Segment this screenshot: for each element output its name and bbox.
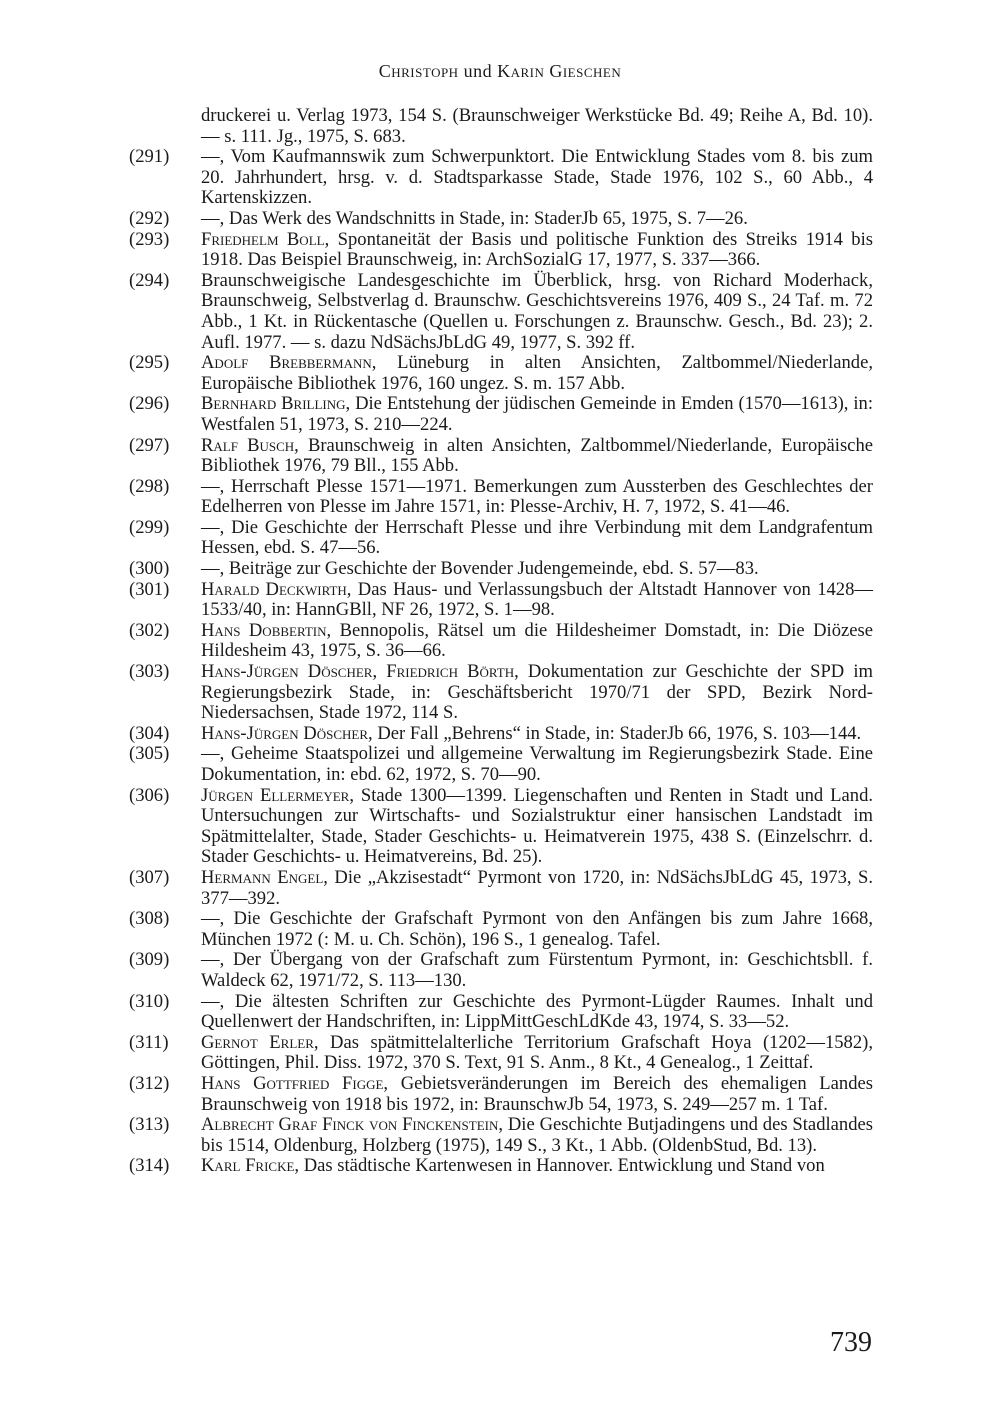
entry-text: —, Beiträge zur Geschichte der Bovender Judengemeinde, ebd. S. 57—83.	[201, 558, 759, 580]
bibliography-entry	[129, 147, 873, 209]
bibliography-entry	[129, 724, 873, 745]
entry-number: (299)	[129, 516, 170, 538]
entry-text: , Gebietsveränderungen im Bereich des ehemaligen Landes Braunschweig von 1918 bis 1972, in: BraunschwJb 54, 1973, S. 249—257 m. 1 Taf.	[201, 1072, 873, 1115]
entry-number: (312)	[129, 1072, 170, 1094]
bibliography-entry	[129, 353, 873, 394]
entry-text: , Spontaneität der Basis und politische Funktion des Streiks 1914 bis 1918. Das Beispiel Braunschweig, in: ArchSozialG 17, 1977, S. 337—366.	[201, 228, 873, 271]
entry-text: —, Die ältesten Schriften zur Geschichte des Pyrmont-Lügder Raumes. Inhalt und Quellenwert der Handschriften, in: LippMittGeschLdKde 43, 1974, S. 33—52.	[201, 990, 873, 1033]
bibliography-entry	[129, 950, 873, 991]
bibliography-list	[129, 106, 873, 1177]
entry-author: Adolf Brebbermann	[201, 352, 372, 374]
header-author-2: Karin Gieschen	[497, 61, 622, 81]
entry-number: (314)	[129, 1155, 170, 1177]
bibliography-entry	[129, 580, 873, 621]
entry-author: Jürgen Ellermeyer	[201, 784, 350, 806]
entry-number: (303)	[129, 661, 170, 683]
bibliography-entry	[129, 518, 873, 559]
entry-author: Gernot Erler	[201, 1031, 314, 1053]
entry-text: —, Das Werk des Wandschnitts in Stade, in: StaderJb 65, 1975, S. 7—26.	[201, 207, 748, 229]
entry-number: (313)	[129, 1114, 170, 1136]
bibliography-entry	[129, 394, 873, 435]
page-number: 739	[830, 1327, 872, 1358]
entry-text: —, Herrschaft Plesse 1571—1971. Bemerkungen zum Aussterben des Geschlechtes der Edelherren von Plesse im Jahre 1571, in: Plesse-Archiv, H. 7, 1972, S. 41—46.	[201, 475, 873, 518]
entry-text: , Der Fall „Behrens“ in Stade, in: StaderJb 66, 1976, S. 103—144.	[368, 722, 862, 744]
entry-author: Hermann Engel	[201, 866, 324, 888]
bibliography-entry	[129, 106, 873, 147]
entry-author: Ralf Busch	[201, 434, 295, 456]
running-header	[0, 61, 1000, 82]
entry-text: —, Geheime Staatspolizei und allgemeine Verwaltung im Regierungsbezirk Stade. Eine Dokumentation, in: ebd. 62, 1972, S. 70—90.	[201, 743, 873, 785]
entry-number: (298)	[129, 475, 170, 497]
entry-text: —, Vom Kaufmannswik zum Schwerpunktort. Die Entwicklung Stades vom 8. bis zum 20. Jahrhundert, hrsg. v. d. Stadtsparkasse Stade, Stade 1976, 102 S., 60 Abb., 4 Kartenskizzen.	[201, 146, 873, 209]
entry-author: Hans-Jürgen Döscher, Friedrich Börth	[201, 661, 515, 683]
bibliography-entry	[129, 1074, 873, 1115]
entry-number: (297)	[129, 434, 170, 456]
entry-number: (310)	[129, 990, 170, 1012]
bibliography-entry	[129, 230, 873, 271]
entry-number: (304)	[129, 722, 170, 744]
entry-author: Albrecht Graf Finck von Finckenstein	[201, 1114, 499, 1136]
entry-author: Karl Fricke	[201, 1155, 295, 1177]
entry-text: , Die „Akzisestadt“ Pyrmont von 1720, in: NdSächsJbLdG 45, 1973, S. 377—392.	[201, 866, 873, 909]
entry-text: , Die Geschichte Butjadingens und des Stadlandes bis 1514, Oldenburg, Holzberg (1975), 149 S., 3 Kt., 1 Abb. (OldenbStud, Bd. 13).	[201, 1114, 873, 1156]
entry-text: , Dokumentation zur Geschichte der SPD im Regierungsbezirk Stade, in: Geschäftsbericht 1970/71 der SPD, Bezirk Nord-Niedersachsen, Stade 1972, 114 S.	[201, 661, 873, 724]
entry-text: , Das städtische Kartenwesen in Hannover. Entwicklung und Stand von	[294, 1155, 825, 1177]
bibliography-entry	[129, 1115, 873, 1156]
bibliography-entry	[129, 436, 873, 477]
entry-number: (309)	[129, 949, 170, 971]
header-author-1: Christoph	[378, 61, 459, 81]
bibliography-entry	[129, 477, 873, 518]
bibliography-entry	[129, 271, 873, 353]
entry-text: , Stade 1300—1399. Liegenschaften und Renten in Stadt und Land. Untersuchungen zur Wirtschafts- und Sozialstruktur einer hansischen Landstadt im Spätmittelalter, Stade, Stader Geschichts- u. Heimatverein 1975, 438 S. (Einzelschrr. d. Stader Geschichts- u. Heimatvereins, Bd. 25).	[201, 784, 874, 868]
bibliography-entry	[129, 1156, 873, 1177]
entry-text: Braunschweigische Landesgeschichte im Überblick, hrsg. von Richard Moderhack, Braunschweig, Selbstverlag d. Braunschw. Geschichtsvereins 1976, 409 S., 24 Taf. m. 72 Abb., 1 Kt. in Rückentasche (Quellen u. Forschungen z. Braunschw. Gesch., Bd. 23); 2. Aufl. 1977. — s. dazu NdSächsJbLdG 49, 1977, S. 392 ff.	[201, 269, 873, 353]
entry-text: , Das Haus- und Verlassungsbuch der Altstadt Hannover von 1428—1533/40, in: HannGBll, NF 26, 1972, S. 1—98.	[201, 578, 873, 621]
bibliography-entry	[129, 786, 873, 868]
entry-number: (306)	[129, 784, 170, 806]
entry-number: (293)	[129, 228, 170, 250]
entry-text: druckerei u. Verlag 1973, 154 S. (Braunschweiger Werkstücke Bd. 49; Reihe A, Bd. 10). — s. 111. Jg., 1975, S. 683.	[201, 105, 873, 147]
entry-number: (302)	[129, 619, 170, 641]
entry-author: Hans Gottfried Figge	[201, 1072, 384, 1094]
entry-number: (301)	[129, 578, 170, 600]
entry-author: Hans Dobbertin	[201, 619, 327, 641]
entry-author: Harald Deckwirth	[201, 578, 347, 600]
bibliography-entry	[129, 621, 873, 662]
entry-number: (308)	[129, 908, 170, 930]
entry-author: Friedhelm Boll	[201, 228, 325, 250]
entry-number: (292)	[129, 207, 170, 229]
entry-text: —, Die Geschichte der Herrschaft Plesse und ihre Verbindung mit dem Landgrafentum Hessen, ebd. S. 47—56.	[201, 516, 873, 559]
bibliography-entry	[129, 559, 873, 580]
entry-number: (291)	[129, 146, 170, 168]
entry-text: , Lüneburg in alten Ansichten, Zaltbommel/Niederlande, Europäische Bibliothek 1976, 160 ungez. S. m. 157 Abb.	[201, 352, 873, 394]
entry-text: , Braunschweig in alten Ansichten, Zaltbommel/Niederlande, Europäische Bibliothek 1976, 79 Bll., 155 Abb.	[201, 434, 873, 477]
bibliography-entry	[129, 1033, 873, 1074]
entry-number: (307)	[129, 866, 170, 888]
entry-number: (311)	[129, 1031, 169, 1053]
entry-text: —, Der Übergang von der Grafschaft zum Fürstentum Pyrmont, in: Geschichtsbll. f. Waldeck 62, 1971/72, S. 113—130.	[201, 949, 873, 991]
entry-number: (300)	[129, 558, 170, 580]
entry-text: , Das spätmittelalterliche Territorium Grafschaft Hoya (1202—1582), Göttingen, Phil. Diss. 1972, 370 S. Text, 91 S. Anm., 8 Kt., 4 Genealog., 1 Zeittaf.	[201, 1031, 873, 1074]
entry-author: Bernhard Brilling	[201, 393, 346, 415]
entry-number: (296)	[129, 393, 170, 415]
bibliography-entry	[129, 209, 873, 230]
entry-text: , Bennopolis, Rätsel um die Hildesheimer Domstadt, in: Die Diözese Hildesheim 43, 1975, S. 36—66.	[201, 619, 873, 662]
entry-number: (305)	[129, 743, 170, 765]
entry-author: Hans-Jürgen Döscher	[201, 722, 369, 744]
entry-number: (294)	[129, 269, 170, 291]
bibliography-entry	[129, 662, 873, 724]
bibliography-entry	[129, 868, 873, 909]
entry-text: , Die Entstehung der jüdischen Gemeinde in Emden (1570—1613), in: Westfalen 51, 1973, S. 210—224.	[201, 393, 873, 435]
bibliography-entry	[129, 909, 873, 950]
entry-number: (295)	[129, 352, 170, 374]
bibliography-entry	[129, 744, 873, 785]
header-conjunction: und	[463, 61, 493, 81]
bibliography-entry	[129, 992, 873, 1033]
entry-text: —, Die Geschichte der Grafschaft Pyrmont von den Anfängen bis zum Jahre 1668, München 1972 (: M. u. Ch. Schön), 196 S., 1 genealog. Tafel.	[201, 908, 873, 950]
